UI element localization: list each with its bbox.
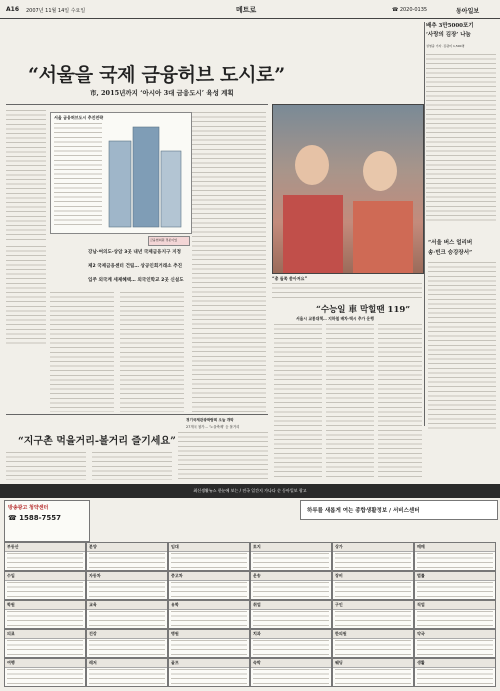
- classified-ad-body: [7, 669, 83, 687]
- person-face-left: [295, 145, 329, 185]
- classified-ad-title: 중고차: [169, 572, 249, 581]
- classified-ad: [332, 571, 414, 600]
- classified-ad-title: 유학: [169, 601, 249, 610]
- classified-ad-body: [89, 582, 165, 600]
- classified-ad: [168, 658, 250, 687]
- classified-ad-title: 직업: [415, 601, 495, 610]
- classified-ad: [4, 629, 86, 658]
- classified-ad-title: 상가: [333, 543, 413, 552]
- mid-body-col1: [6, 452, 86, 480]
- classified-ad: [414, 542, 496, 571]
- ad-left-title: 방송광고 청약센터: [8, 505, 49, 511]
- right-subhead: 서울시 교통대책… 지하철 배차·택시 추가 운행: [296, 316, 374, 321]
- sidebar-byline: 성영중 기자 ·김평미 1,500명: [426, 44, 465, 48]
- lead-body-col2: [6, 246, 46, 346]
- classified-ad-body: [417, 640, 493, 658]
- page-header: [0, 0, 500, 19]
- classified-ad-title: 한의원: [333, 630, 413, 639]
- classified-ad-title: 병원: [169, 630, 249, 639]
- sidebar-body: [426, 54, 496, 224]
- classified-ad-body: [417, 669, 493, 687]
- classified-ad: [168, 542, 250, 571]
- classified-ad-title: 약국: [415, 630, 495, 639]
- person-body-left: [283, 195, 343, 273]
- classified-ad-body: [7, 582, 83, 600]
- classified-ad-title: 장비: [333, 572, 413, 581]
- classified-ad: [414, 629, 496, 658]
- classified-ad: [86, 658, 168, 687]
- classified-ad-title: 분양: [87, 543, 167, 552]
- strategy-list: [54, 123, 102, 227]
- classified-ad-title: 건강: [87, 630, 167, 639]
- classified-ad: [86, 542, 168, 571]
- classified-ad-title: 레저: [87, 659, 167, 668]
- classified-ad: [332, 542, 414, 571]
- classified-ad: [250, 542, 332, 571]
- classified-ad-body: [417, 582, 493, 600]
- classified-ad: [332, 658, 414, 687]
- sidebar-divider: [424, 22, 425, 426]
- main-photo: [272, 104, 424, 274]
- classified-ad-body: [89, 640, 165, 658]
- classified-ad: [250, 629, 332, 658]
- strategy-graphic: [50, 112, 192, 234]
- sidebar-box2-title: “서울 버스 얼리버: [428, 240, 473, 246]
- tower-illustration: [103, 121, 189, 231]
- classified-ad-body: [253, 640, 329, 658]
- classified-ad: [332, 600, 414, 629]
- photo-caption-title: “총 들쪽 쏟아져요”: [272, 276, 308, 281]
- classified-ad-body: [335, 669, 411, 687]
- classified-ad-body: [417, 553, 493, 571]
- ad-block-right: [300, 500, 498, 520]
- sidebar-headline: ‘사랑의 김장’ 나눔: [426, 32, 471, 38]
- sidebar-box2: [428, 238, 496, 432]
- classified-ad: [86, 629, 168, 658]
- classified-ad: [4, 600, 86, 629]
- plan-line: 입주 외국계 세제혜택… 외국인학교 2곳 신설도: [88, 278, 184, 283]
- classified-ad-body: [335, 553, 411, 571]
- classified-ad-title: 취업: [251, 601, 331, 610]
- classified-ad: [250, 658, 332, 687]
- right-body-col3: [378, 324, 422, 480]
- classified-ad-body: [335, 640, 411, 658]
- mid-caption-2: 27개국 참가… ‘노을축제’ 등 볼거리: [186, 425, 240, 429]
- classified-ad-title: 여행: [5, 659, 85, 668]
- person-face-right: [363, 151, 397, 191]
- photo-caption: [272, 276, 422, 299]
- classified-ad-title: 생활: [415, 659, 495, 668]
- strategy-graphic-title: 서울 금융허브도시 추진전략: [54, 115, 104, 120]
- plan-line: 강남·여의도·상암 3곳 내년 국제금융지구 지정: [88, 250, 181, 255]
- classified-ad-title: 의료: [5, 630, 85, 639]
- classified-ad-body: [7, 611, 83, 629]
- section-name: 메트로: [236, 6, 257, 14]
- classified-ad-title: 웨딩: [333, 659, 413, 668]
- classified-ad: [4, 571, 86, 600]
- lead-subhead: 市, 2015년까지 ‘아시아 3대 금융도시’ 육성 계획: [90, 89, 234, 97]
- ad-strip-text: 최신생활뉴스 한눈에 보는 / 전국 일간지 가나다 순 동아일보 광고: [193, 488, 307, 493]
- classified-ad-body: [171, 640, 247, 658]
- classified-ad-title: 구인: [333, 601, 413, 610]
- classified-ad-body: [417, 611, 493, 629]
- classified-ad-body: [335, 582, 411, 600]
- classified-ad-title: 토지: [251, 543, 331, 552]
- classified-ad: [168, 571, 250, 600]
- classified-ad: [86, 600, 168, 629]
- classified-ad-title: 자동차: [87, 572, 167, 581]
- lead-headline: “서울을 국제 금융허브 도시로”: [28, 64, 285, 86]
- classified-ad-title: 부동산: [5, 543, 85, 552]
- classified-ad-body: [253, 553, 329, 571]
- sidebar-headline: 배추 3만5000포기: [426, 23, 474, 29]
- classified-ad: [250, 600, 332, 629]
- classified-ad-title: 매매: [415, 543, 495, 552]
- page-number: A16: [6, 6, 19, 13]
- classified-ad-body: [7, 640, 83, 658]
- ad-block-left: [4, 500, 90, 542]
- lead-body-col1: [6, 110, 46, 240]
- classified-ad-title: 수입: [5, 572, 85, 581]
- ad-right-title: 하루를 새롭게 여는 종합생활정보 / 서비스센터: [307, 508, 420, 514]
- lead-divider: [6, 104, 268, 105]
- mid-caption: 경기국제관광박람회 오늘 개막: [186, 418, 234, 422]
- classified-ad-title: 교육: [87, 601, 167, 610]
- classified-ad: [414, 600, 496, 629]
- classified-ad-title: 학원: [5, 601, 85, 610]
- ad-strip: [0, 484, 500, 498]
- right-body-col1: [274, 324, 322, 480]
- newspaper-name: 동아일보: [456, 8, 480, 15]
- classified-ad-body: [89, 611, 165, 629]
- classified-grid: [4, 542, 496, 688]
- classified-ad-body: [7, 553, 83, 571]
- right-body-col2: [326, 324, 374, 480]
- mid-headline: “지구촌 먹을거리-볼거리 즐기세요”: [18, 436, 176, 447]
- mid-body-col3: [178, 432, 268, 480]
- right-headline: “수능일 車 막힐땐 119”: [316, 305, 411, 315]
- classified-ad-title: 법률: [415, 572, 495, 581]
- lead-body-col5: [192, 112, 266, 412]
- classified-ad-title: 임대: [169, 543, 249, 552]
- classified-ad: [4, 542, 86, 571]
- mid-body-col2: [92, 452, 172, 480]
- classified-ad-title: 치과: [251, 630, 331, 639]
- classified-ad-body: [171, 553, 247, 571]
- classified-ad: [414, 571, 496, 600]
- classified-ad-body: [253, 611, 329, 629]
- plan-line: 제2 국제금융센터 건립… 상공인회거래소 추진: [88, 264, 183, 269]
- classified-ad: [168, 629, 250, 658]
- issue-date: 2007년 11월 14일 수요일: [26, 8, 86, 14]
- classified-ad-body: [253, 669, 329, 687]
- classified-ad-body: [335, 611, 411, 629]
- classified-ad: [332, 629, 414, 658]
- contact-phone: ☎ 2020-0135: [392, 7, 428, 13]
- classified-ad-body: [171, 611, 247, 629]
- classified-ad: [250, 571, 332, 600]
- lead-body-col4: [120, 292, 184, 412]
- person-body-right: [353, 201, 413, 273]
- classified-ad-body: [89, 669, 165, 687]
- classified-ad-body: [171, 582, 247, 600]
- classified-ad: [86, 571, 168, 600]
- classified-ad: [414, 658, 496, 687]
- sidebar-story: [426, 22, 496, 224]
- ad-left-phone: ☎ 1588-7557: [8, 514, 62, 522]
- sidebar-box2-body: [428, 262, 496, 432]
- classified-ad-title: 숙박: [251, 659, 331, 668]
- sidebar-box2-sub: 송·빈크 승강장서”: [428, 250, 473, 256]
- classified-ad-body: [171, 669, 247, 687]
- mid-divider: [6, 414, 268, 415]
- classified-ad: [168, 600, 250, 629]
- classified-ad-body: [253, 582, 329, 600]
- lead-body-col3: [50, 292, 114, 412]
- classified-ad-title: 운송: [251, 572, 331, 581]
- photo-caption-text: [272, 283, 422, 299]
- classified-ad-title: 골프: [169, 659, 249, 668]
- classified-ad-body: [89, 553, 165, 571]
- pink-note: 금융협회원 경분이었: [148, 236, 190, 246]
- classified-ad: [4, 658, 86, 687]
